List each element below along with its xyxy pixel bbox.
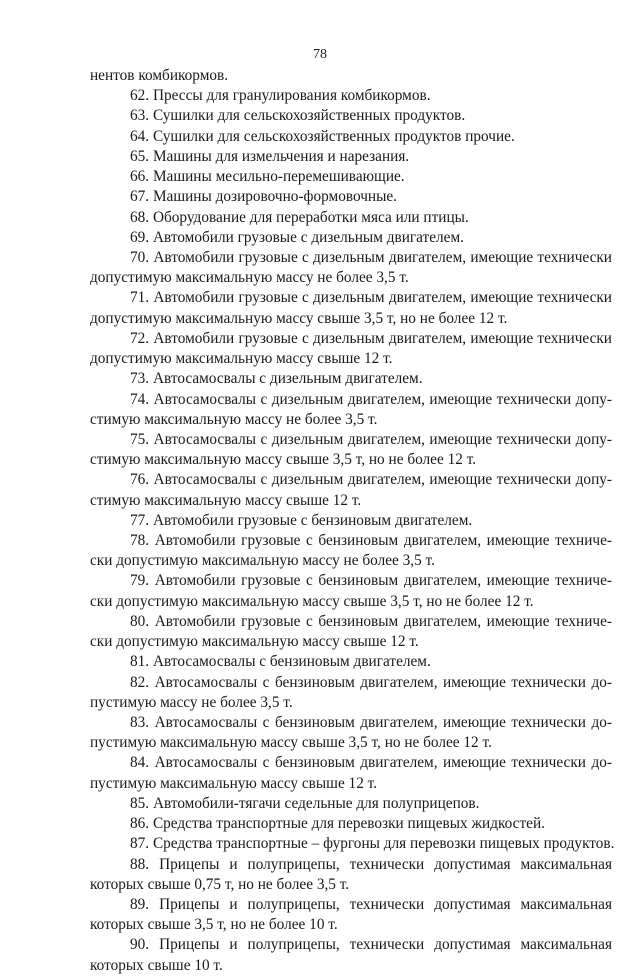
text-line: 87. Средства транспортные – фургоны для перевозки пищевых продуктов. bbox=[130, 835, 615, 853]
text-line: 82. Автосамосвалы с бензиновым двигателем, имеющие технически до- bbox=[130, 673, 612, 691]
text-line: допустимую максимальную массу не более 3,5 т. bbox=[90, 269, 409, 287]
text-line: 79. Автомобили грузовые с бензиновым двигателем, имеющие техниче- bbox=[130, 572, 612, 590]
text-line: которых свыше 3,5 т, но не более 10 т. bbox=[90, 916, 338, 934]
text-line: 83. Автосамосвалы с бензиновым двигателем, имеющие технически до- bbox=[130, 714, 612, 731]
text-line: 63. Сушилки для сельскохозяйственных продуктов. bbox=[130, 107, 466, 125]
page-number: 78 bbox=[313, 47, 327, 62]
text-line: 76. Автосамосвалы с дизельным двигателем, имеющие технически допу- bbox=[130, 471, 612, 489]
text-line: 74. Автосамосвалы с дизельным двигателем, имеющие технически допу- bbox=[130, 390, 612, 408]
text-line: ски допустимую максимальную массу свыше 3,5 т, но не более 12 т. bbox=[90, 592, 534, 610]
text-line: нентов комбикормов. bbox=[90, 67, 229, 84]
text-line: пустимую массу не более 3,5 т. bbox=[90, 693, 293, 711]
text-line: которых свыше 0,75 т, но не более 3,5 т. bbox=[90, 875, 350, 893]
text-line: ски допустимую максимальную массу свыше 12 т. bbox=[90, 633, 419, 651]
document-body bbox=[90, 66, 615, 976]
text-line: 68. Оборудование для переработки мяса или птицы. bbox=[130, 208, 469, 226]
text-line: 89. Прицепы и полуприцепы, технически допустимая максимальная bbox=[130, 895, 612, 913]
text-line: которых свыше 10 т. bbox=[90, 956, 223, 974]
text-line: стимую максимальную массу свыше 12 т. bbox=[90, 491, 362, 509]
text-line: 73. Автосамосвалы с дизельным двигателем. bbox=[130, 370, 423, 388]
text-line: 81. Автосамосвалы с бензиновым двигателем. bbox=[130, 653, 431, 671]
text-line: ски допустимую максимальную массу не более 3,5 т. bbox=[90, 552, 435, 570]
text-line: пустимую максимальную массу свыше 12 т. bbox=[90, 774, 378, 792]
text-line: 67. Машины дозировочно-формовочные. bbox=[130, 188, 397, 206]
text-line: 70. Автомобили грузовые с дизельным двигателем, имеющие технически bbox=[130, 248, 612, 266]
text-line: 64. Сушилки для сельскохозяйственных продуктов прочие. bbox=[130, 127, 515, 145]
text-line: 66. Машины месильно-перемешивающие. bbox=[130, 168, 405, 186]
text-line: 88. Прицепы и полуприцепы, технически допустимая максимальная bbox=[130, 855, 612, 873]
text-line: пустимую максимальную массу свыше 3,5 т, но не более 12 т. bbox=[90, 734, 492, 752]
text-line: 85. Автомобили-тягачи седельные для полуприцепов. bbox=[130, 794, 480, 812]
text-line: 72. Автомобили грузовые с дизельным двигателем, имеющие технически bbox=[130, 329, 612, 347]
text-line: стимую максимальную массу не более 3,5 т. bbox=[90, 410, 378, 428]
text-line: 62. Прессы для гранулирования комбикормов. bbox=[130, 87, 431, 105]
text-line: 86. Средства транспортные для перевозки пищевых жидкостей. bbox=[130, 815, 545, 833]
text-line: 90. Прицепы и полуприцепы, технически допустимая максимальная bbox=[130, 936, 612, 954]
text-line: допустимую максимальную массу свыше 12 т. bbox=[90, 350, 393, 368]
text-line: 71. Автомобили грузовые с дизельным двигателем, имеющие технически bbox=[130, 289, 612, 307]
text-line: 77. Автомобили грузовые с бензиновым двигателем. bbox=[130, 511, 473, 529]
text-line: 65. Машины для измельчения и нарезания. bbox=[130, 147, 410, 165]
text-line: 84. Автосамосвалы с бензиновым двигателем, имеющие технически до- bbox=[130, 754, 612, 772]
text-line: 78. Автомобили грузовые с бензиновым двигателем, имеющие техниче- bbox=[130, 532, 612, 550]
text-line: 80. Автомобили грузовые с бензиновым двигателем, имеющие техниче- bbox=[130, 612, 612, 630]
text-line: 69. Автомобили грузовые с дизельным двигателем. bbox=[130, 228, 464, 246]
text-line: допустимую максимальную массу свыше 3,5 т, но не более 12 т. bbox=[90, 309, 508, 327]
text-line: 75. Автосамосвалы с дизельным двигателем, имеющие технически допу- bbox=[130, 430, 612, 448]
text-line: стимую максимальную массу свыше 3,5 т, но не более 12 т. bbox=[90, 451, 477, 469]
